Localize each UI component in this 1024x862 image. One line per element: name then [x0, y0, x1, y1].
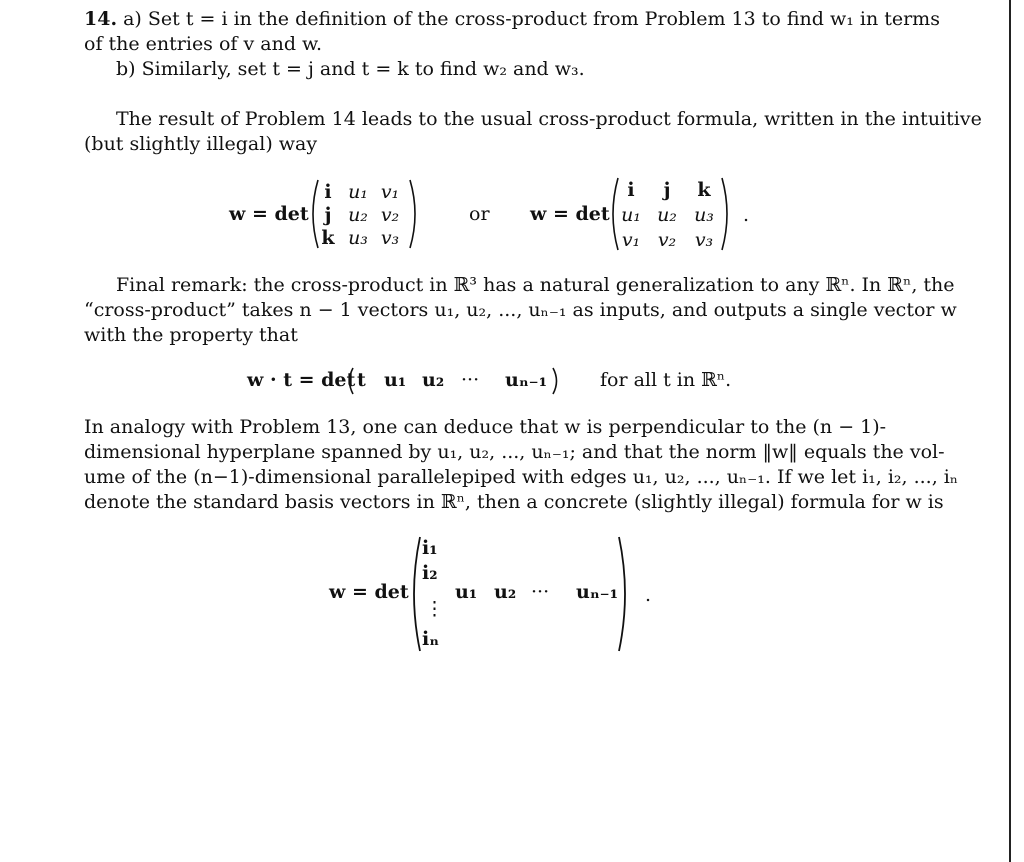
formula3-right-paren: [617, 535, 633, 653]
problem-14-part-a-line1: 14. a) Set t = i in the definition of the cross-product from Problem 13 to find w₁ in terms: [84, 8, 940, 30]
problem-14-part-b: b) Similarly, set t = j and t = k to find w₂ and w₃.: [116, 58, 585, 80]
matrix2-cell: u₂: [657, 204, 677, 226]
matrix2-cell: i: [627, 179, 635, 201]
formula3-ellipsis: ···: [531, 581, 550, 603]
analogy-line-3: ume of the (n−1)-dimensional parallelepiped with edges u₁, u₂, ..., uₙ₋₁. If we let i₁, i₂, ..., iₙ: [84, 466, 959, 488]
final-remark-paragraph: [84, 273, 957, 348]
matrix2-cell: v₁: [621, 229, 641, 251]
matrix2-cell: v₃: [694, 229, 714, 251]
formula3-lhs: w = det: [329, 581, 409, 603]
matrix1-cell: v₁: [380, 181, 400, 203]
formula1-period: .: [743, 204, 750, 226]
formula3-row-entry: uₙ₋₁: [576, 581, 619, 603]
formula3-period: .: [645, 584, 652, 606]
problem-14-part-a-line2: of the entries of v and w.: [84, 33, 323, 55]
analogy-line-4: denote the standard basis vectors in ℝⁿ, then a concrete (slightly illegal) formula for w is: [84, 491, 944, 513]
matrix2-cell: u₃: [694, 204, 714, 226]
basis-vector-i1: i₁: [422, 537, 438, 559]
vertical-ellipsis: ⋮: [425, 598, 444, 620]
matrix2-cell: j: [663, 179, 671, 201]
formula2-left-paren: [345, 366, 355, 396]
formula2-right-paren: [551, 366, 561, 396]
remark-line-3: with the property that: [84, 324, 298, 346]
formula2-arg: u₂: [422, 369, 445, 391]
basis-vector-in: iₙ: [422, 628, 440, 650]
matrix1-cell: u₃: [348, 227, 368, 249]
remark-line-1: Final remark: the cross-product in ℝ³ has a natural generalization to any ℝⁿ. In ℝⁿ, the: [116, 274, 955, 296]
matrix1-cell: j: [324, 204, 332, 226]
formula3-row-entry: u₂: [494, 581, 517, 603]
matrix2-cell: k: [697, 179, 711, 201]
formula2-ellipsis: ···: [461, 369, 480, 391]
formula2-arg: uₙ₋₁: [505, 369, 548, 391]
matrix2-cell: v₂: [657, 229, 677, 251]
matrix1-cell: v₂: [380, 204, 400, 226]
matrix1-cell: i: [324, 181, 332, 203]
analogy-line-1: In analogy with Problem 13, one can deduce that w is perpendicular to the (n − 1)-: [84, 416, 887, 438]
formula3-row-entry: u₁: [455, 581, 478, 603]
formula2-condition: for all t in ℝⁿ.: [600, 369, 732, 391]
analogy-paragraph: [84, 415, 959, 515]
formula3-left-paren: [406, 535, 422, 653]
matrix1-cell: v₃: [380, 227, 400, 249]
formula2-lhs: w · t = det: [247, 369, 356, 391]
formula2-arg: u₁: [384, 369, 407, 391]
analogy-line-2: dimensional hyperplane spanned by u₁, u₂, ..., uₙ₋₁; and that the norm ‖w‖ equals the vol-: [84, 441, 945, 463]
formula1-lhs-2: w = det: [530, 203, 610, 225]
formula1-or: or: [469, 203, 490, 225]
intro-paragraph: [84, 107, 982, 157]
matrix2-cell: u₁: [621, 204, 641, 226]
matrix1-cell: k: [321, 227, 335, 249]
matrix2-right-paren: [720, 176, 734, 252]
basis-vector-i2: i₂: [422, 562, 438, 584]
formula1-lhs: w = det: [229, 203, 309, 225]
formula2-arg: t: [357, 369, 366, 391]
intro-line-1: The result of Problem 14 leads to the usual cross-product formula, written in the intuitive: [116, 108, 982, 130]
remark-line-2: “cross-product” takes n − 1 vectors u₁, u₂, ..., uₙ₋₁ as inputs, and outputs a single vector w: [84, 299, 957, 321]
matrix1-cell: u₂: [348, 204, 368, 226]
matrix1-cell: u₁: [348, 181, 368, 203]
intro-line-2: (but slightly illegal) way: [84, 133, 318, 155]
problem-14: [84, 7, 940, 82]
matrix1-right-paren: [408, 178, 422, 250]
problem-number: 14.: [84, 8, 118, 30]
page-edge-border: [1009, 0, 1011, 862]
